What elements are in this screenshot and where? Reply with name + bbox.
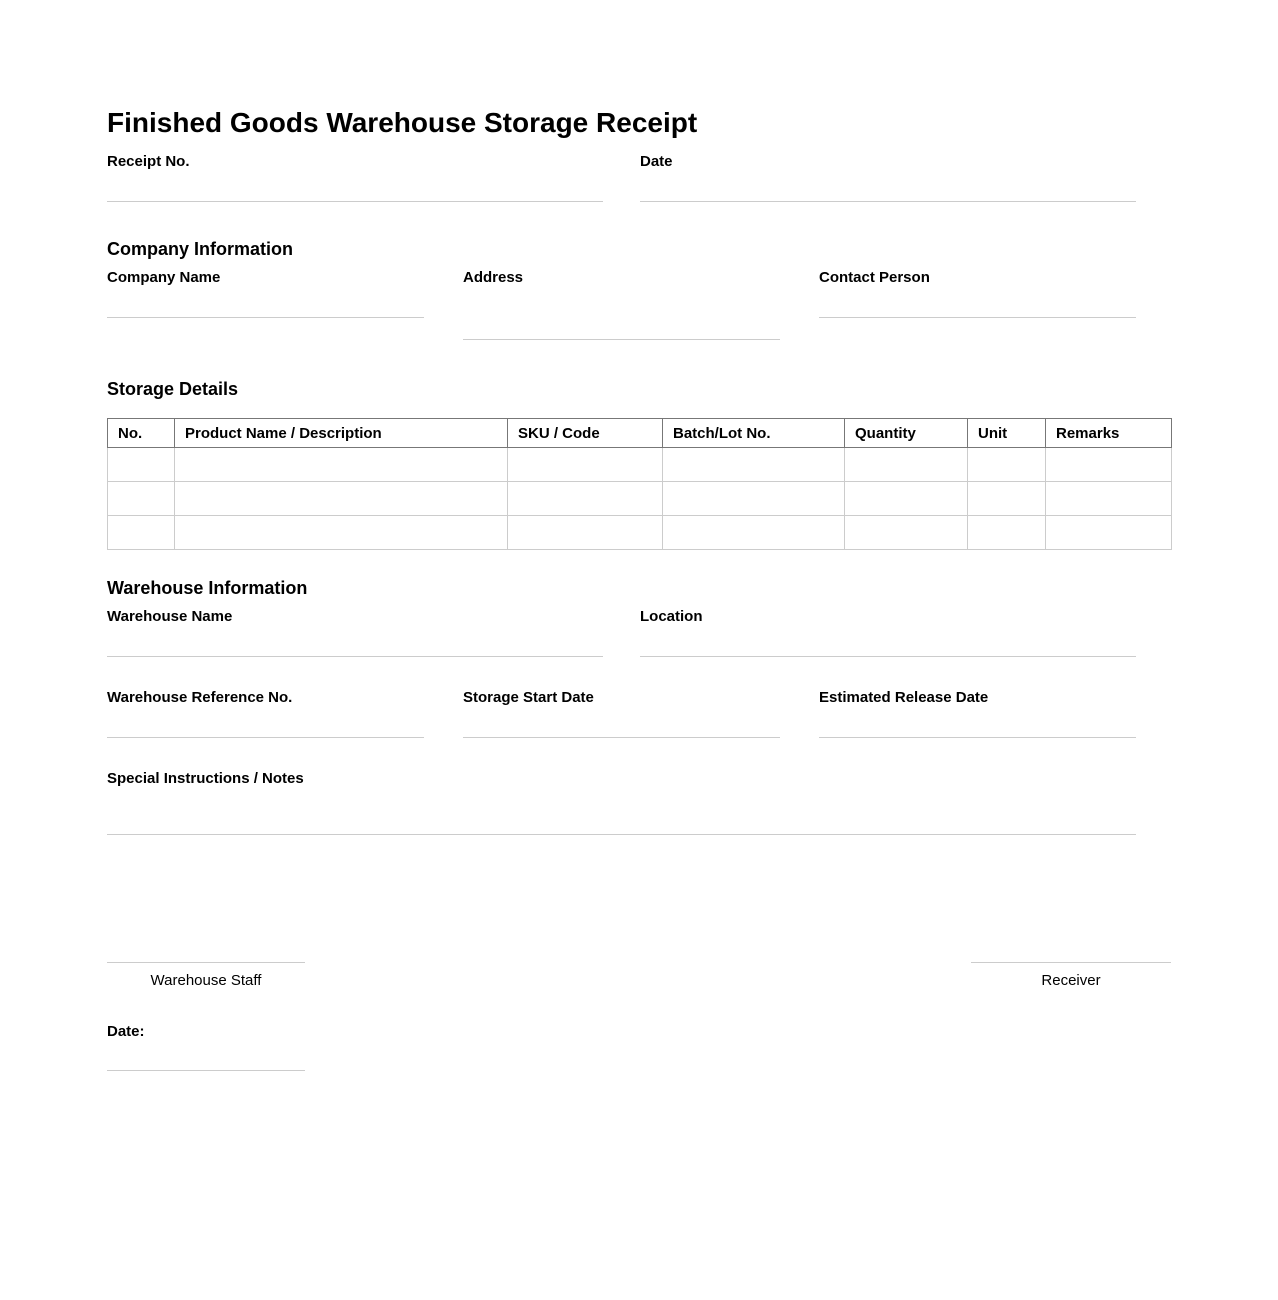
date-input[interactable] bbox=[640, 171, 1136, 202]
contact-person-label: Contact Person bbox=[819, 269, 930, 286]
table-header-row bbox=[108, 419, 1172, 448]
signature-date-input[interactable] bbox=[107, 1041, 305, 1071]
column-header-product-name-description: Product Name / Description bbox=[175, 419, 508, 448]
field-address bbox=[463, 269, 780, 340]
field-warehouse-reference-no bbox=[107, 689, 424, 738]
field-estimated-release-date bbox=[819, 689, 1136, 738]
special-instructions-label: Special Instructions / Notes bbox=[107, 770, 304, 787]
field-signature-date bbox=[107, 1023, 305, 1071]
field-date bbox=[640, 153, 1136, 202]
company-name-label: Company Name bbox=[107, 269, 221, 286]
warehouse-name-input[interactable] bbox=[107, 626, 603, 657]
warehouse-fields-row-1 bbox=[107, 608, 1136, 657]
table-cell[interactable] bbox=[663, 482, 845, 516]
field-warehouse-name bbox=[107, 608, 603, 657]
document-title: Finished Goods Warehouse Storage Receipt bbox=[107, 107, 698, 138]
table-cell[interactable] bbox=[968, 516, 1046, 550]
field-storage-start-date bbox=[463, 689, 780, 738]
company-information-heading: Company Information bbox=[107, 239, 294, 259]
table-cell[interactable] bbox=[845, 448, 968, 482]
storage-details-table bbox=[107, 418, 1172, 550]
table-row bbox=[108, 516, 1172, 550]
receipt-no-label: Receipt No. bbox=[107, 153, 190, 170]
table-cell[interactable] bbox=[845, 516, 968, 550]
table-cell[interactable] bbox=[1046, 516, 1172, 550]
storage-start-date-label: Storage Start Date bbox=[463, 689, 594, 706]
company-fields-row bbox=[107, 269, 1136, 340]
table-cell[interactable] bbox=[845, 482, 968, 516]
table-cell[interactable] bbox=[508, 482, 663, 516]
table-cell[interactable] bbox=[968, 482, 1046, 516]
table-row bbox=[108, 448, 1172, 482]
location-label: Location bbox=[640, 608, 703, 625]
table-body bbox=[108, 448, 1172, 550]
contact-person-input[interactable] bbox=[819, 287, 1136, 318]
column-header-no: No. bbox=[108, 419, 175, 448]
table-cell[interactable] bbox=[108, 482, 175, 516]
table-cell[interactable] bbox=[1046, 482, 1172, 516]
storage-start-date-input[interactable] bbox=[463, 707, 780, 738]
storage-details-heading: Storage Details bbox=[107, 379, 239, 399]
warehouse-reference-no-label: Warehouse Reference No. bbox=[107, 689, 293, 706]
warehouse-staff-signature-label: Warehouse Staff bbox=[150, 972, 262, 989]
table-cell[interactable] bbox=[175, 516, 508, 550]
receiver-signature-line[interactable] bbox=[971, 962, 1171, 963]
field-company-name bbox=[107, 269, 424, 340]
signature-row bbox=[107, 962, 1171, 990]
receiver-signature-label: Receiver bbox=[1041, 972, 1101, 989]
table-cell[interactable] bbox=[508, 448, 663, 482]
table-cell[interactable] bbox=[968, 448, 1046, 482]
field-receipt-no bbox=[107, 153, 603, 202]
warehouse-reference-no-input[interactable] bbox=[107, 707, 424, 738]
signature-date-label: Date: bbox=[107, 1023, 145, 1040]
table-cell[interactable] bbox=[108, 516, 175, 550]
warehouse-staff-signature-line[interactable] bbox=[107, 962, 305, 963]
header-fields-row bbox=[107, 153, 1136, 202]
table-cell[interactable] bbox=[508, 516, 663, 550]
address-label: Address bbox=[463, 269, 524, 286]
column-header-quantity: Quantity bbox=[845, 419, 968, 448]
table-cell[interactable] bbox=[175, 482, 508, 516]
receipt-no-input[interactable] bbox=[107, 171, 603, 202]
warehouse-staff-signature-block bbox=[107, 962, 305, 990]
column-header-remarks: Remarks bbox=[1046, 419, 1172, 448]
table-cell[interactable] bbox=[175, 448, 508, 482]
table-cell[interactable] bbox=[108, 448, 175, 482]
warehouse-fields-row-2 bbox=[107, 689, 1136, 738]
column-header-batch-lot-no: Batch/Lot No. bbox=[663, 419, 845, 448]
table-cell[interactable] bbox=[1046, 448, 1172, 482]
warehouse-information-heading: Warehouse Information bbox=[107, 578, 308, 598]
table-row bbox=[108, 482, 1172, 516]
estimated-release-date-label: Estimated Release Date bbox=[819, 689, 989, 706]
receiver-signature-block bbox=[971, 962, 1171, 990]
table-cell[interactable] bbox=[663, 516, 845, 550]
column-header-sku-code: SKU / Code bbox=[508, 419, 663, 448]
company-name-input[interactable] bbox=[107, 287, 424, 318]
estimated-release-date-input[interactable] bbox=[819, 707, 1136, 738]
address-input[interactable] bbox=[463, 287, 780, 340]
location-input[interactable] bbox=[640, 626, 1136, 657]
column-header-unit: Unit bbox=[968, 419, 1046, 448]
field-location bbox=[640, 608, 1136, 657]
field-special-instructions bbox=[107, 770, 1136, 835]
special-instructions-input[interactable] bbox=[107, 788, 1136, 835]
field-contact-person bbox=[819, 269, 1136, 340]
warehouse-name-label: Warehouse Name bbox=[107, 608, 233, 625]
date-label: Date bbox=[640, 153, 673, 170]
table-cell[interactable] bbox=[663, 448, 845, 482]
